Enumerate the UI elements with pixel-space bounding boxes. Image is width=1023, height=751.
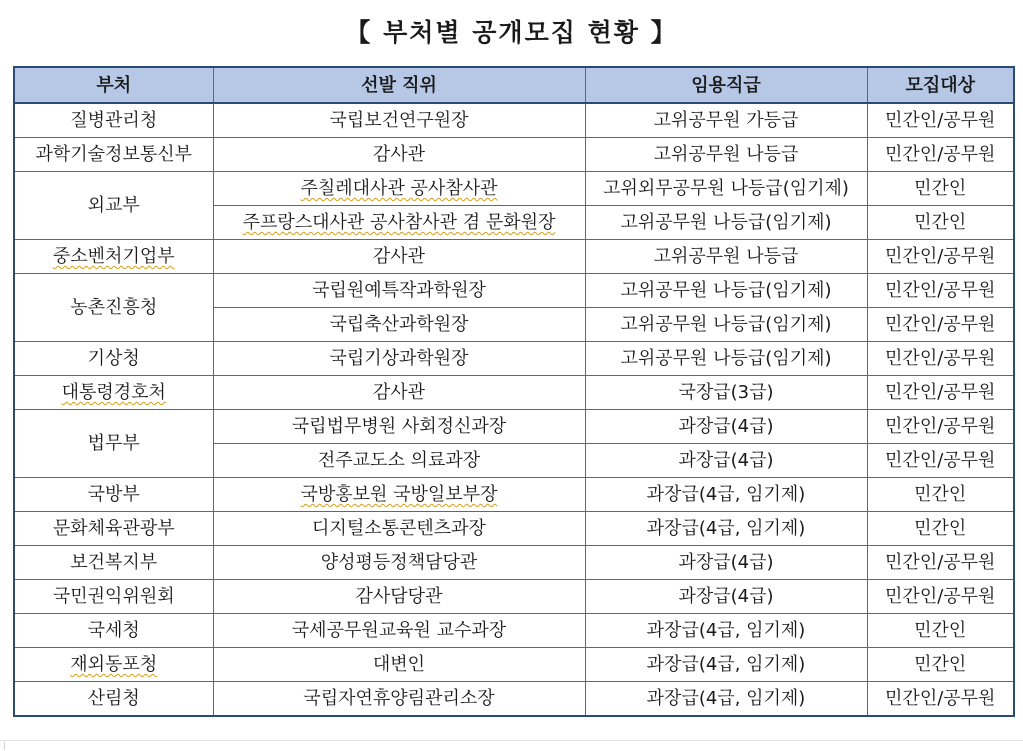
target-cell: 민간인 (867, 614, 1014, 648)
table-row (14, 138, 1014, 172)
target-cell: 민간인/공무원 (867, 682, 1014, 717)
table-header (14, 67, 1014, 103)
target-cell: 민간인/공무원 (867, 546, 1014, 580)
position-text: 주칠레대사관 공사참사관 (300, 178, 498, 199)
grade-cell: 과장급(4급) (585, 410, 867, 444)
position-cell (213, 172, 585, 206)
table-row (14, 580, 1014, 614)
grade-cell: 과장급(4급) (585, 444, 867, 478)
position-cell: 감사관 (213, 376, 585, 410)
target-cell: 민간인 (867, 172, 1014, 206)
ministry-cell: 산림청 (14, 682, 213, 717)
position-text: 국방홍보원 국방일보부장 (300, 484, 498, 505)
target-cell: 민간인/공무원 (867, 444, 1014, 478)
grade-cell: 고위공무원 나등급(임기제) (585, 342, 867, 376)
position-cell: 국립보건연구원장 (213, 103, 585, 138)
header-grade: 임용직급 (585, 67, 867, 103)
ministry-cell: 외교부 (14, 172, 213, 240)
ministry-text: 재외동포청 (70, 654, 158, 675)
position-cell: 국립기상과학원장 (213, 342, 585, 376)
position-cell: 국세공무원교육원 교수과장 (213, 614, 585, 648)
position-cell (213, 478, 585, 512)
target-cell: 민간인/공무원 (867, 103, 1014, 138)
position-cell: 국립원예특작과학원장 (213, 274, 585, 308)
table-row (14, 648, 1014, 682)
table-row (14, 682, 1014, 717)
target-cell: 민간인/공무원 (867, 410, 1014, 444)
table-row (14, 614, 1014, 648)
grade-cell: 과장급(4급, 임기제) (585, 512, 867, 546)
recruitment-table-container (13, 66, 1013, 717)
table-row (14, 103, 1014, 138)
position-cell: 감사관 (213, 240, 585, 274)
header-row (14, 67, 1014, 103)
ministry-cell: 국세청 (14, 614, 213, 648)
table-row (14, 172, 1014, 206)
table-row (14, 376, 1014, 410)
page-title: 【 부처별 공개모집 현황 】 (345, 18, 678, 47)
position-cell: 국립축산과학원장 (213, 308, 585, 342)
recruitment-table (13, 66, 1015, 717)
ministry-cell: 농촌진흥청 (14, 274, 213, 342)
ministry-cell: 법무부 (14, 410, 213, 478)
ministry-cell (14, 648, 213, 682)
position-cell (213, 206, 585, 240)
grade-cell: 고위공무원 나등급 (585, 240, 867, 274)
grade-cell: 과장급(4급, 임기제) (585, 682, 867, 717)
target-cell: 민간인/공무원 (867, 580, 1014, 614)
grade-cell: 고위공무원 나등급 (585, 138, 867, 172)
grade-cell: 고위공무원 나등급(임기제) (585, 206, 867, 240)
target-cell: 민간인/공무원 (867, 274, 1014, 308)
ministry-cell: 국민권익위원회 (14, 580, 213, 614)
position-cell: 대변인 (213, 648, 585, 682)
grade-cell: 고위공무원 나등급(임기제) (585, 308, 867, 342)
grade-cell: 고위공무원 가등급 (585, 103, 867, 138)
target-cell: 민간인 (867, 648, 1014, 682)
ministry-cell: 보건복지부 (14, 546, 213, 580)
position-cell: 국립자연휴양림관리소장 (213, 682, 585, 717)
grade-cell: 과장급(4급, 임기제) (585, 614, 867, 648)
grade-cell: 과장급(4급) (585, 546, 867, 580)
table-row (14, 512, 1014, 546)
target-cell: 민간인/공무원 (867, 376, 1014, 410)
position-cell: 감사관 (213, 138, 585, 172)
target-cell: 민간인 (867, 512, 1014, 546)
grade-cell: 고위공무원 나등급(임기제) (585, 274, 867, 308)
target-cell: 민간인/공무원 (867, 308, 1014, 342)
table-row (14, 478, 1014, 512)
grade-cell: 과장급(4급, 임기제) (585, 478, 867, 512)
grade-cell: 국장급(3급) (585, 376, 867, 410)
table-row (14, 546, 1014, 580)
ministry-cell: 과학기술정보통신부 (14, 138, 213, 172)
page-corner-mark (4, 742, 11, 750)
table-body (14, 103, 1014, 716)
target-cell: 민간인/공무원 (867, 138, 1014, 172)
page-bottom-divider (0, 740, 1023, 741)
position-text: 주프랑스대사관 공사참사관 겸 문화원장 (242, 212, 556, 233)
header-target: 모집대상 (867, 67, 1014, 103)
ministry-cell: 질병관리청 (14, 103, 213, 138)
ministry-cell (14, 376, 213, 410)
ministry-cell: 기상청 (14, 342, 213, 376)
position-cell: 디지털소통콘텐츠과장 (213, 512, 585, 546)
target-cell: 민간인/공무원 (867, 240, 1014, 274)
position-cell: 전주교도소 의료과장 (213, 444, 585, 478)
ministry-cell (14, 240, 213, 274)
position-cell: 감사담당관 (213, 580, 585, 614)
target-cell: 민간인 (867, 478, 1014, 512)
ministry-text: 중소벤처기업부 (52, 246, 175, 267)
target-cell: 민간인 (867, 206, 1014, 240)
target-cell: 민간인/공무원 (867, 342, 1014, 376)
grade-cell: 과장급(4급) (585, 580, 867, 614)
table-row (14, 342, 1014, 376)
header-position: 선발 직위 (213, 67, 585, 103)
header-ministry: 부처 (14, 67, 213, 103)
ministry-text: 대통령경호처 (61, 382, 166, 403)
grade-cell: 고위외무공무원 나등급(임기제) (585, 172, 867, 206)
ministry-cell: 국방부 (14, 478, 213, 512)
table-row (14, 410, 1014, 444)
grade-cell: 과장급(4급, 임기제) (585, 648, 867, 682)
position-cell: 양성평등정책담당관 (213, 546, 585, 580)
table-row (14, 274, 1014, 308)
ministry-cell: 문화체육관광부 (14, 512, 213, 546)
table-row (14, 240, 1014, 274)
position-cell: 국립법무병원 사회정신과장 (213, 410, 585, 444)
